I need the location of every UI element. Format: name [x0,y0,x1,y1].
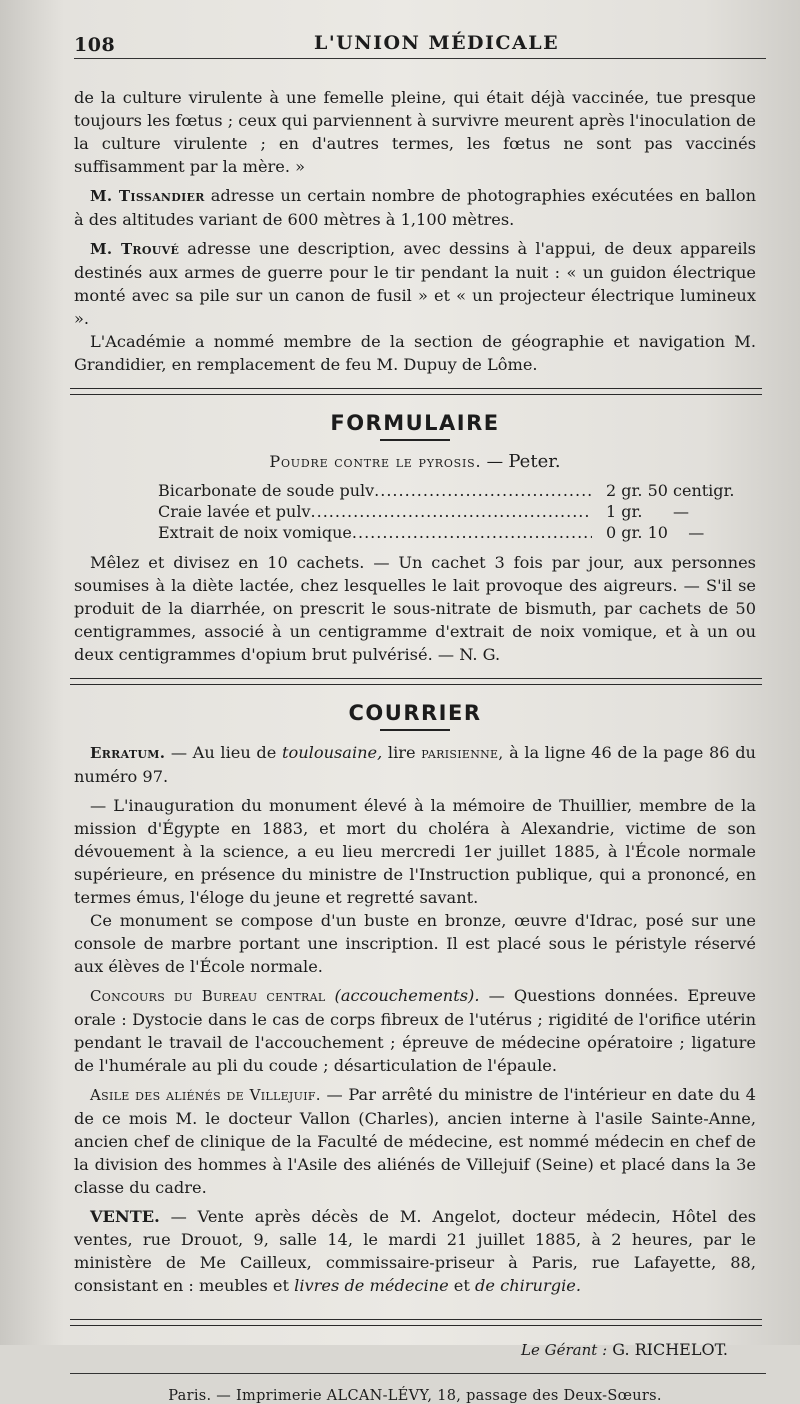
ingredient-name: Craie lavée et pulv [158,502,311,521]
vente-text: — Vente après décès de M. Angelot, docteur médecin, Hôtel des ventes, rue Drouot, 9, salle 14, le mardi 21 juillet 1885, à 2 heures, par le ministère de Me Cailleux, commissaire-priseur à Paris, rue Lafayette, 88, consistant en : meubles et [74,1207,756,1295]
ingredient-name: Extrait de noix vomique [158,523,352,542]
footer-rule [70,1373,766,1374]
title-underline [380,439,450,441]
gerant-label: Le Gérant : [521,1341,608,1359]
asile-paragraph [74,1083,756,1199]
erratum-right-word: parisienne, [421,744,504,762]
ingredient-row [158,480,756,501]
trouve-paragraph [74,237,756,330]
erratum-paragraph [74,741,756,788]
ingredient-quantity: 0 gr. 10 — [606,523,705,542]
section-divider [70,678,762,685]
tissandier-paragraph [74,184,756,231]
concours-label: Concours du Bureau central [90,987,326,1005]
ingredient-quantity: 2 gr. 50 centigr. [606,481,735,500]
recipe-dash: — [481,452,509,471]
vente-text: et [448,1276,476,1295]
page-number: 108 [74,34,116,56]
trouve-text: adresse une description, avec dessins à l'appui, de deux appareils destinés aux armes de guerre pour le tir pendant la nuit : « un guidon électrique monté avec sa pile sur un canon de fusil » et « un projecteur électrique lumineux ». [74,239,756,328]
dot-leader [311,501,592,522]
gerant-name: G. RICHELOT. [607,1340,728,1359]
ingredient-quantity: 1 gr. — [606,502,689,521]
formulaire-title: FORMULAIRE [330,411,500,435]
concours-subtitle: (accouchements). [325,986,480,1005]
academie-paragraph: L'Académie a nommé membre de la section de géographie et navigation M. Grandidier, en remplacement de feu M. Dupuy de Lôme. [74,332,756,374]
dot-leader [352,522,592,543]
tissandier-text: adresse un certain nombre de photographies exécutées en ballon à des altitudes variant de 600 mètres à 1,100 mètres. [74,186,757,229]
vente-italic: de chirurgie. [475,1276,581,1295]
recipe-instructions: Mêlez et divisez en 10 cachets. — Un cachet 3 fois par jour, aux personnes soumises à la diète lactée, chez lesquelles le lait provoque des aigreurs. — S'il se produit de la diarrhée, on prescrit le sous-nitrate de bismuth, par cachets de 50 centigrammes, associé à un centigramme d'extrait de noix vomique, et à un ou deux centigrammes d'opium brut pulvérisé. — N. G. [74,553,756,664]
vente-label: VENTE. [90,1207,160,1226]
ingredient-row [158,522,756,543]
printer-imprint: Paris. — Imprimerie ALCAN-LÉVY, 18, passage des Deux-Sœurs. [168,1388,662,1404]
tissandier-name: M. Tissandier [90,187,205,205]
recipe-name: Poudre contre le pyrosis. [269,452,482,471]
recipe-author: Peter. [508,451,561,472]
running-head [74,0,756,60]
recipe-title [74,451,756,472]
monument-paragraph: Ce monument se compose d'un buste en bronze, œuvre d'Idrac, posé sur une console de marbre portant une inscription. Il est placé sous le péristyle réservé aux élèves de l'École normale. [74,911,756,976]
asile-label: Asile des aliénés de Villejuif. [90,1086,321,1104]
ingredient-row [158,501,756,522]
concours-paragraph [74,984,756,1077]
thuillier-paragraph: — L'inauguration du monument élevé à la mémoire de Thuillier, membre de la mission d'Égypte en 1883, et mort du choléra à Alexandrie, victime de son dévouement à la science, a eu lieu mercredi 1er juillet 1885, à l'École normale supérieure, en présence du ministre de l'Instruction publique, qui a prononcé, en termes émus, l'éloge du jeune et regretté savant. [74,796,756,907]
vente-paragraph [74,1205,756,1297]
header-rule [74,58,766,59]
ingredients-list [158,480,756,543]
dot-leader [374,480,592,501]
journal-title: L'UNION MÉDICALE [314,32,560,54]
gerant-signature [74,1340,756,1359]
trouve-name: M. Trouvé [90,240,180,258]
intro-paragraph: de la culture virulente à une femelle pleine, qui était déjà vaccinée, tue presque toujours les fœtus ; ceux qui parviennent à survivre meurent après l'inoculation de la culture virulente ; en d'autres termes, les fœtus ne sont pas vaccinés suffisamment par la mère. » [74,88,756,176]
section-divider [70,1319,762,1326]
asile-text: — Par arrêté du ministre de l'intérieur en date du 4 de ce mois M. le docteur Vallon (Charles), ancien interne à l'asile Sainte-Anne, ancien chef de clinique de la Faculté de médecine, est nommé médecin en chef de la division des hommes à l'Asile des aliénés de Villejuif (Seine) et placé dans la 3e classe du cadre. [74,1085,756,1197]
ingredient-name: Bicarbonate de soude pulv [158,481,375,500]
erratum-text: lire [382,743,422,762]
erratum-label: Erratum. [90,744,166,762]
vente-italic: livres de médecine [294,1276,449,1295]
erratum-text: à la ligne 46 de la page 86 du numéro 97. [74,743,756,786]
erratum-text: — Au lieu de [165,743,282,762]
concours-text: — Questions données. Epreuve orale : Dystocie dans le cas de corps fibreux de l'utérus ; rigidité de l'orifice utérin pendant le travail de l'accouchement ; épreuve de médecine opératoire ; ligature de l'humérale au pli du coude ; désarticulation de l'épaule. [74,986,756,1075]
erratum-wrong-word: toulousaine, [281,743,383,762]
courrier-title: COURRIER [348,701,482,725]
section-divider [70,388,762,395]
